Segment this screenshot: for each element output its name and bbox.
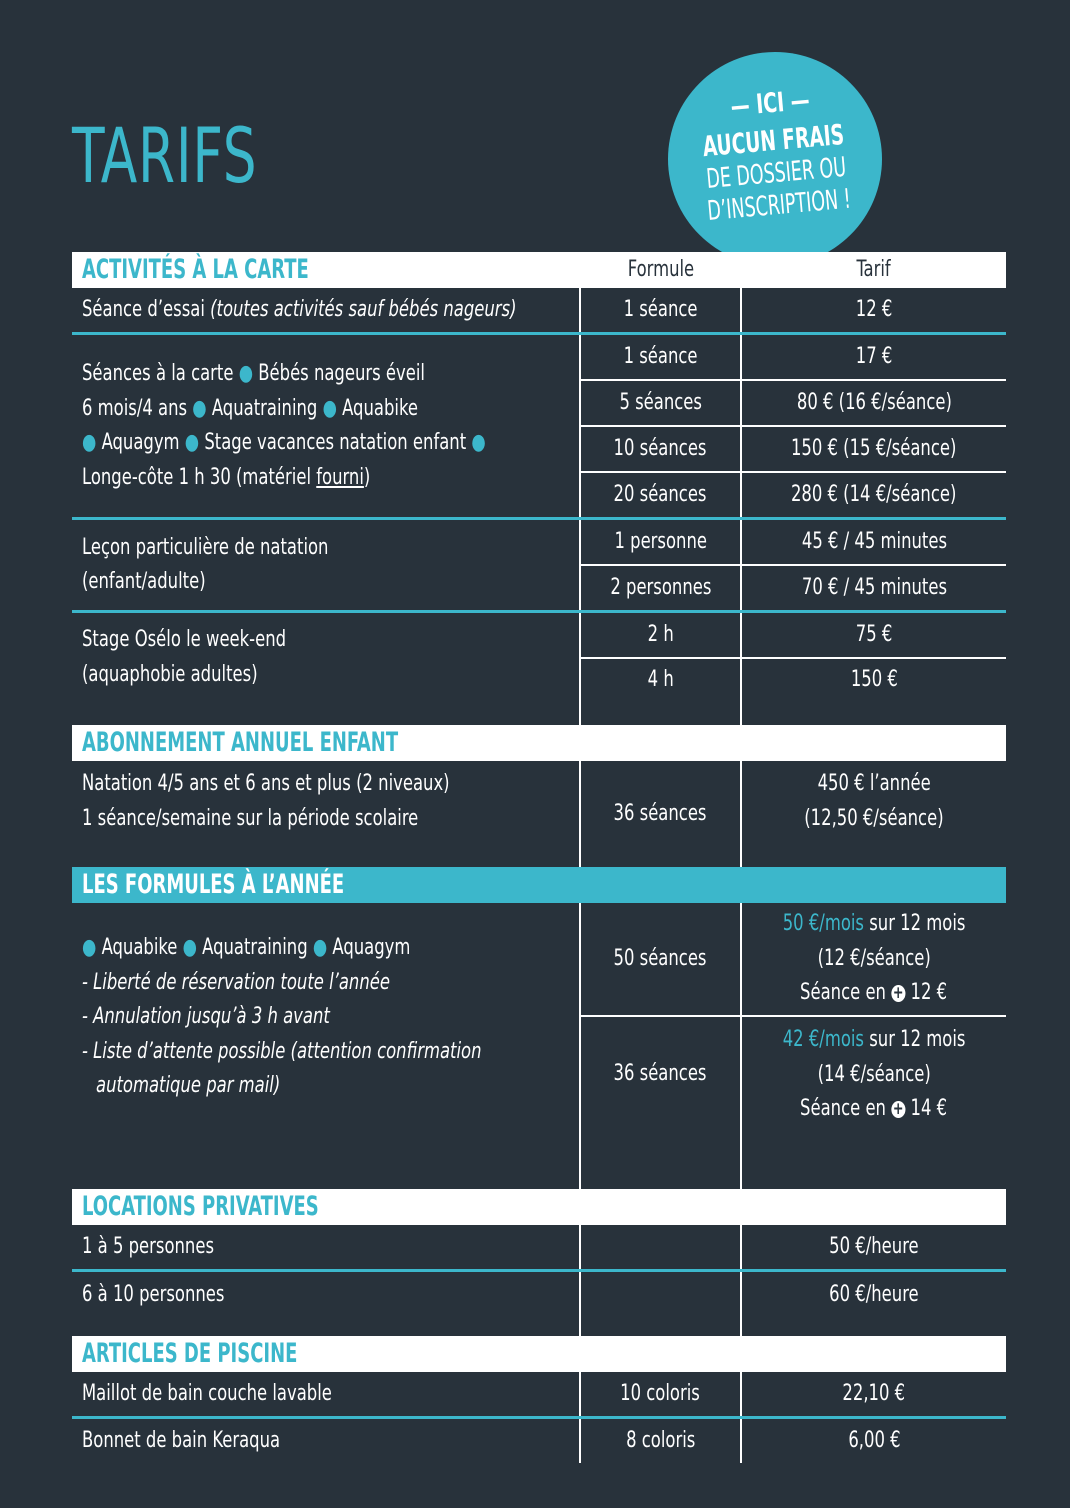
row-label: Leçon particulière de natation [82, 534, 329, 560]
bullet-icon: ● [238, 361, 254, 386]
table-row [72, 612, 1006, 659]
bullet-icon: ● [471, 430, 486, 455]
formule-value: 5 séances [619, 389, 702, 415]
tarif-value: 75 € [855, 621, 893, 647]
row-note: automatique par mail) [96, 1073, 281, 1098]
formule-value: 1 séance [623, 296, 698, 322]
row-note: - Liberté de réservation toute l’année [82, 969, 390, 995]
row-label: Aquagym [101, 430, 185, 455]
tarif-value: Séance en [800, 1096, 892, 1121]
formule-value: 10 coloris [620, 1380, 701, 1406]
badge-line: DE DOSSIER OU [705, 151, 848, 195]
table-row [72, 288, 1006, 334]
section-header [72, 725, 1006, 761]
monthly-price: 42 €/mois [782, 1027, 864, 1052]
tarif-value: 450 € l’année [817, 771, 931, 796]
tarif-value: 45 € / 45 minutes [801, 528, 947, 554]
row-label: Aquatraining [211, 395, 323, 421]
row-label: Longe-côte 1 h 30 (matériel [82, 464, 317, 490]
bullet-icon: ● [82, 430, 97, 455]
row-label: Séances à la carte [82, 361, 239, 386]
badge-line: AUCUN FRAIS [701, 117, 846, 164]
price-table [72, 252, 1006, 1463]
formule-value: 8 coloris [625, 1427, 696, 1453]
plus-icon: + [893, 982, 904, 1003]
tarif-value: 150 € (15 €/séance) [791, 435, 957, 461]
section-header [72, 1336, 1006, 1372]
section-title: ARTICLES DE PISCINE [82, 1338, 298, 1369]
section-title: ABONNEMENT ANNUEL ENFANT [82, 727, 399, 758]
row-label: Stage vacances natation enfant [204, 430, 472, 455]
bullet-icon: ● [312, 935, 328, 960]
bullet-icon: ● [184, 430, 200, 455]
monthly-price: 50 €/mois [782, 911, 864, 937]
row-label: (aquaphobie adultes) [82, 661, 258, 687]
tarif-value: sur 12 mois [863, 911, 966, 937]
row-note: - Liste d’attente possible (attention confirmation [82, 1038, 482, 1064]
bullet-icon: ● [192, 395, 207, 421]
row-label: 6 mois/4 ans [82, 395, 193, 421]
tarif-value: 80 € (16 €/séance) [796, 389, 952, 415]
row-label: Aquabike [101, 935, 183, 960]
formule-value: 36 séances [614, 800, 707, 826]
tarif-value: 60 €/heure [829, 1282, 919, 1307]
tarif-value: (12 €/séance) [817, 945, 931, 971]
no-fees-badge [668, 52, 882, 266]
formule-value: 1 séance [623, 343, 698, 369]
tarif-value: 70 € / 45 minutes [801, 574, 947, 600]
formule-value: 36 séances [614, 1061, 707, 1086]
tarif-value: sur 12 mois [863, 1027, 966, 1052]
tarif-value: (14 €/séance) [817, 1061, 931, 1087]
row-label: (enfant/adulte) [82, 569, 206, 594]
row-label: Aquagym [332, 935, 411, 960]
tarif-value: 6,00 € [847, 1427, 901, 1453]
section-header [72, 867, 1006, 903]
row-label: Maillot de bain couche lavable [82, 1380, 332, 1406]
row-note: - Annulation jusqu’à 3 h avant [82, 1004, 330, 1029]
bullet-icon: ● [182, 935, 197, 960]
tarif-value: 17 € [855, 343, 893, 369]
tarif-value: 50 €/heure [829, 1233, 919, 1259]
table-row [72, 519, 1006, 566]
formule-value: 4 h [647, 667, 674, 692]
formule-value: 2 personnes [609, 574, 712, 600]
table-row [72, 903, 1006, 1016]
row-label: 6 à 10 personnes [82, 1282, 225, 1307]
section-title: LES FORMULES À L’ANNÉE [82, 869, 345, 900]
formule-value: 10 séances [614, 435, 707, 461]
tarif-value: 14 € [905, 1096, 948, 1121]
plus-icon: + [893, 1098, 904, 1119]
tarif-value: (12,50 €/séance) [804, 805, 944, 831]
badge-line: — ICI — [729, 84, 811, 123]
table-row [72, 761, 1006, 867]
row-label: Séance d’essai [82, 296, 211, 322]
table-row [72, 1225, 1006, 1271]
row-label: fourni [316, 464, 364, 490]
tarif-value: Séance en [800, 980, 892, 1006]
formule-value: 2 h [647, 621, 674, 647]
bullet-icon: ● [82, 935, 97, 960]
table-row [72, 1372, 1006, 1418]
row-label: Aquatraining [202, 935, 313, 960]
column-header-formule: Formule [627, 256, 694, 282]
section-header [72, 1189, 1006, 1225]
tarif-value: 12 € [905, 980, 948, 1006]
table-row [72, 1418, 1006, 1464]
row-label: Bébés nageurs éveil [258, 361, 425, 386]
row-label: 1 séance/semaine sur la période scolaire [82, 805, 419, 831]
tarif-value: 280 € (14 €/séance) [791, 481, 957, 507]
table-row [72, 1271, 1006, 1337]
badge-line: D’INSCRIPTION ! [706, 183, 852, 228]
table-row [72, 334, 1006, 381]
formule-value: 20 séances [614, 481, 707, 507]
row-label: 1 à 5 personnes [82, 1233, 215, 1259]
column-header-tarif: Tarif [856, 256, 891, 282]
row-note: (toutes activités sauf bébés nageurs) [210, 296, 517, 322]
row-label: ) [363, 464, 371, 490]
bullet-icon: ● [322, 395, 337, 421]
row-label: Bonnet de bain Keraqua [82, 1427, 281, 1453]
row-label: Natation 4/5 ans et 6 ans et plus (2 niveaux) [82, 771, 450, 796]
formule-value: 1 personne [614, 528, 707, 554]
page-title: TARIFS [72, 111, 258, 200]
section-title: LOCATIONS PRIVATIVES [82, 1191, 319, 1222]
row-label: Stage Osélo le week-end [82, 627, 287, 652]
section-title: ACTIVITÉS À LA CARTE [82, 254, 309, 285]
row-label: Aquabike [342, 395, 418, 421]
tarif-value: 12 € [855, 296, 893, 322]
formule-value: 50 séances [614, 945, 707, 971]
tarif-value: 22,10 € [842, 1380, 906, 1406]
section-header [72, 252, 1006, 288]
tarif-value: 150 € [850, 667, 898, 692]
